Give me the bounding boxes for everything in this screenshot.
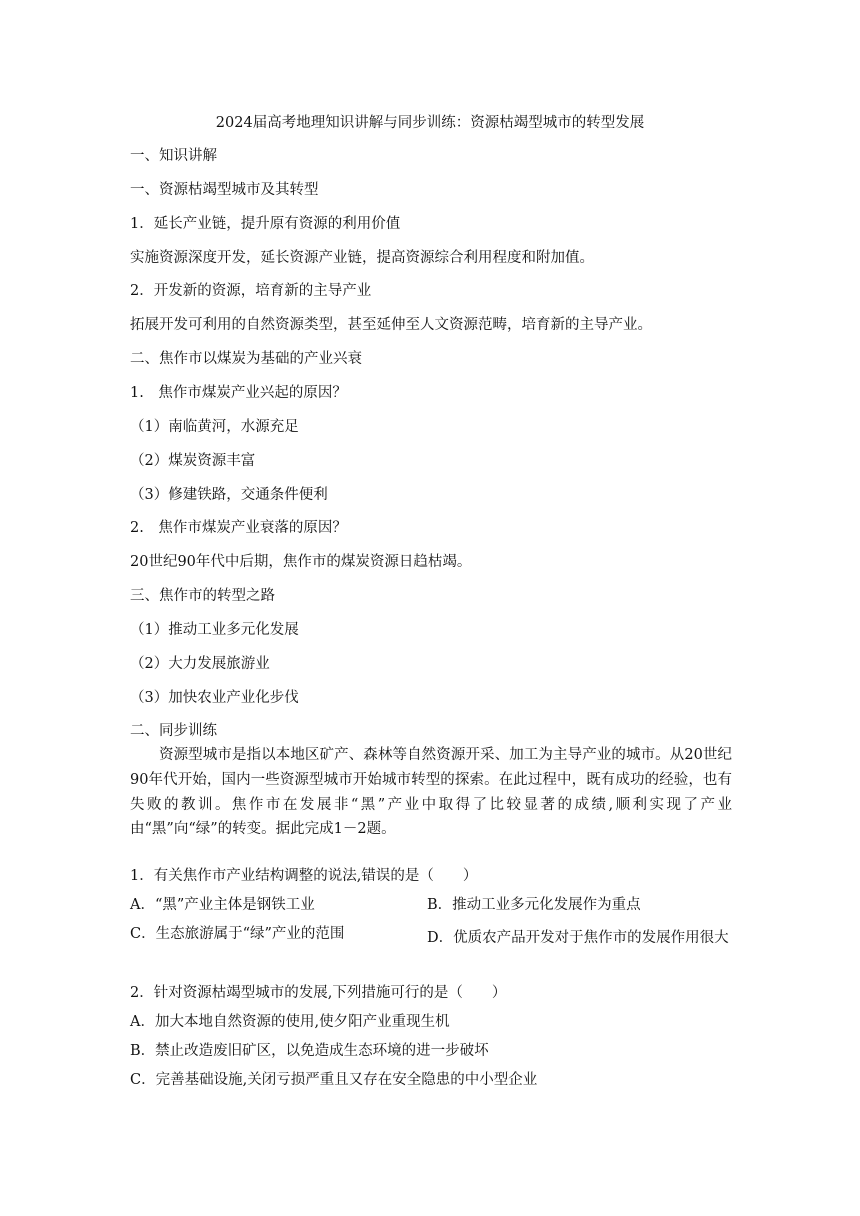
- reason-item: （2）煤炭资源丰富: [130, 453, 256, 469]
- question-1-option-a: A．“黑”产业主体是钢铁工业: [130, 897, 315, 913]
- question-1-option-c: C．生态旅游属于“绿”产业的范围: [130, 926, 345, 942]
- question-decline-reasons: 2. 焦作市煤炭产业衰落的原因？: [130, 520, 347, 536]
- question-2-option-b: B．禁止改造废旧矿区，以免造成生态环境的进一步破坏: [130, 1043, 489, 1059]
- reason-item: （3）修建铁路，交通条件便利: [130, 487, 328, 503]
- transformation-item: （3）加快农业产业化步伐: [130, 690, 299, 706]
- question-1-option-d: [427, 924, 732, 953]
- question-2-stem: 2．针对资源枯竭型城市的发展,下列措施可行的是（ ）: [130, 985, 507, 1001]
- point-heading-new-resources: 2．开发新的资源，培育新的主导产业: [130, 283, 372, 299]
- document-title: 2024届高考地理知识讲解与同步训练：资源枯竭型城市的转型发展: [215, 115, 645, 131]
- question-2-option-a: A．加大本地自然资源的使用,使夕阳产业重现生机: [130, 1014, 450, 1030]
- point-text-extend-chain: 实施资源深度开发，延长资源产业链，提高资源综合利用程度和附加值。: [130, 250, 594, 266]
- question-2-option-c: C．完善基础设施,关闭亏损严重且又存在安全隐患的中小型企业: [130, 1072, 538, 1088]
- point-text-new-resources: 拓展开发可利用的自然资源类型，甚至延伸至人文资源范畴，培育新的主导产业。: [130, 317, 652, 333]
- reason-item: （1）南临黄河，水源充足: [130, 419, 299, 435]
- transformation-item: （1）推动工业多元化发展: [130, 622, 299, 638]
- practice-intro-paragraph: 资源型城市是指以本地区矿产、森林等自然资源开采、加工为主导产业的城市。从20世纪90年代开始，国内一些资源型城市开始城市转型的探索。在此过程中，既有成功的经验，也有失败的教训。焦作市在发展非“黑”产业中取得了比较显著的成绩,顺利实现了产业由“黑”向“绿”的转变。据此完成1－2题。: [130, 747, 732, 838]
- subsection-heading-transformation: 三、焦作市的转型之路: [130, 588, 275, 604]
- question-1-option-b: B．推动工业多元化发展作为重点: [427, 897, 641, 913]
- decline-answer: 20世纪90年代中后期，焦作市的煤炭资源日趋枯竭。: [130, 554, 472, 570]
- question-1-option-d-text: D．优质农产品开发对于焦作市的发展作用很大: [427, 930, 729, 946]
- point-heading-extend-chain: 1．延长产业链，提升原有资源的利用价值: [130, 216, 401, 232]
- subsection-heading-resource-city: 一、资源枯竭型城市及其转型: [130, 182, 319, 198]
- question-1-stem: 1．有关焦作市产业结构调整的说法,错误的是（ ）: [130, 868, 478, 884]
- subsection-heading-jiaozuo-coal: 二、焦作市以煤炭为基础的产业兴衰: [130, 351, 362, 367]
- section-heading-practice: 二、同步训练: [130, 723, 217, 739]
- section-heading-knowledge: 一、知识讲解: [130, 148, 217, 164]
- transformation-item: （2）大力发展旅游业: [130, 656, 270, 672]
- question-rise-reasons: 1. 焦作市煤炭产业兴起的原因？: [130, 385, 347, 401]
